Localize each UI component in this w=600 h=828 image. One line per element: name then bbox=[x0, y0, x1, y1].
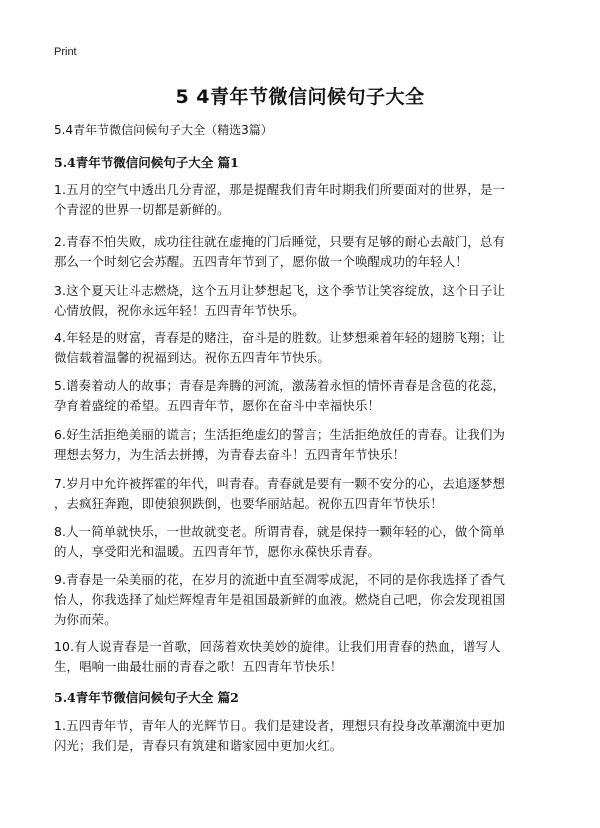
paragraph-1-8 bbox=[54, 522, 554, 562]
paragraph-line: 闪光；我们是，青春只有筑建和谐家园中更加火红。 bbox=[54, 738, 343, 753]
paragraph-1-2 bbox=[54, 232, 554, 272]
paragraph-line: 10.有人说青春是一首歌，回荡着欢快美妙的旋律。让我们用青春的热血，谱写人 bbox=[54, 639, 501, 654]
paragraph-line: 个青涩的世界一切都是新鲜的。 bbox=[54, 202, 230, 217]
paragraph-line: 9.青春是一朵美丽的花，在岁月的流逝中直至凋零成泥，不同的是你我选择了香气 bbox=[54, 572, 506, 587]
document-subtitle: 5.4青年节微信问候句子大全（精选3篇） bbox=[54, 123, 273, 137]
paragraph-line: 6.好生活拒绝美丽的谎言；生活拒绝虚幻的誓言；生活拒绝放任的青春。让我们为 bbox=[54, 427, 506, 442]
paragraph-line: 1.五四青年节，青年人的光辉节日。我们是建设者，理想只有投身改革潮流中更加 bbox=[54, 718, 506, 733]
paragraph-line: ，去疯狂奔跑，即使狼狈跌倒，也要华丽站起。祝你五四青年节快乐！ bbox=[54, 496, 443, 511]
paragraph-line: 8.人一简单就快乐，一世故就变老。所谓青春，就是保持一颗年轻的心，做个简单 bbox=[54, 524, 506, 539]
paragraph-2-1 bbox=[54, 716, 554, 756]
paragraph-line: 1.五月的空气中透出几分青涩，那是提醒我们青年时期我们所要面对的世界，是一 bbox=[54, 182, 506, 197]
paragraph-1-6 bbox=[54, 425, 554, 465]
paragraph-1-7 bbox=[54, 474, 554, 514]
paragraph-line: 心情放假，祝你永远年轻！五四青年节快乐。 bbox=[54, 303, 305, 318]
paragraph-1-4 bbox=[54, 328, 554, 368]
paragraph-line: 为你而荣。 bbox=[54, 612, 117, 627]
page-title: 5 4青年节微信问候句子大全 bbox=[175, 86, 425, 108]
paragraph-line: 那么一个时刻它会苏醒。五四青年节到了，愿你做一个唤醒成功的年轻人！ bbox=[54, 254, 468, 269]
paragraph-line: 生，唱响一曲最壮丽的青春之歌！五四青年节快乐！ bbox=[54, 659, 343, 674]
paragraph-line: 孕育着盛绽的希望。五四青年节，愿你在奋斗中幸福快乐！ bbox=[54, 398, 381, 413]
paragraph-line: 的人，享受阳光和温暖。五四青年节，愿你永葆快乐青春。 bbox=[54, 544, 381, 559]
paragraph-line: 5.谱奏着动人的故事；青春是奔腾的河流，激荡着永恒的情怀青春是含苞的花蕊， bbox=[54, 378, 506, 393]
paragraph-line: 4.年轻是的财富，青春是的赌注，奋斗是的胜数。让梦想乘着年轻的翅膀飞翔；让 bbox=[54, 330, 506, 345]
paragraph-line: 7.岁月中允许被挥霍的年代，叫青春。青春就是要有一颗不安分的心，去追逐梦想 bbox=[54, 476, 506, 491]
paragraph-1-10 bbox=[54, 637, 554, 677]
paragraph-line: 理想去努力，为生活去拼搏，为青春去奋斗！五四青年节快乐！ bbox=[54, 447, 406, 462]
section-heading-2: 5.4青年节微信问候句子大全 篇2 bbox=[54, 690, 239, 705]
paragraph-1-5 bbox=[54, 376, 554, 416]
paragraph-line: 2.青春不怕失败，成功往往就在虚掩的门后睡觉，只要有足够的耐心去敲门，总有 bbox=[54, 234, 506, 249]
paragraph-1-3 bbox=[54, 281, 554, 321]
paragraph-line: 怡人，你我选择了灿烂辉煌青年是祖国最新鲜的血液。燃烧自己吧，你会发现祖国 bbox=[54, 592, 506, 607]
paragraph-line: 微信载着温馨的祝福到达。祝你五四青年节快乐。 bbox=[54, 350, 330, 365]
paragraph-1-9 bbox=[54, 570, 554, 630]
paragraph-1-1 bbox=[54, 180, 554, 220]
paragraph-line: 3.这个夏天让斗志燃烧，这个五月让梦想起飞，这个季节让笑容绽放，这个日子让 bbox=[54, 283, 506, 298]
print-link[interactable]: Print bbox=[54, 46, 77, 58]
section-heading-1: 5.4青年节微信问候句子大全 篇1 bbox=[54, 155, 239, 170]
